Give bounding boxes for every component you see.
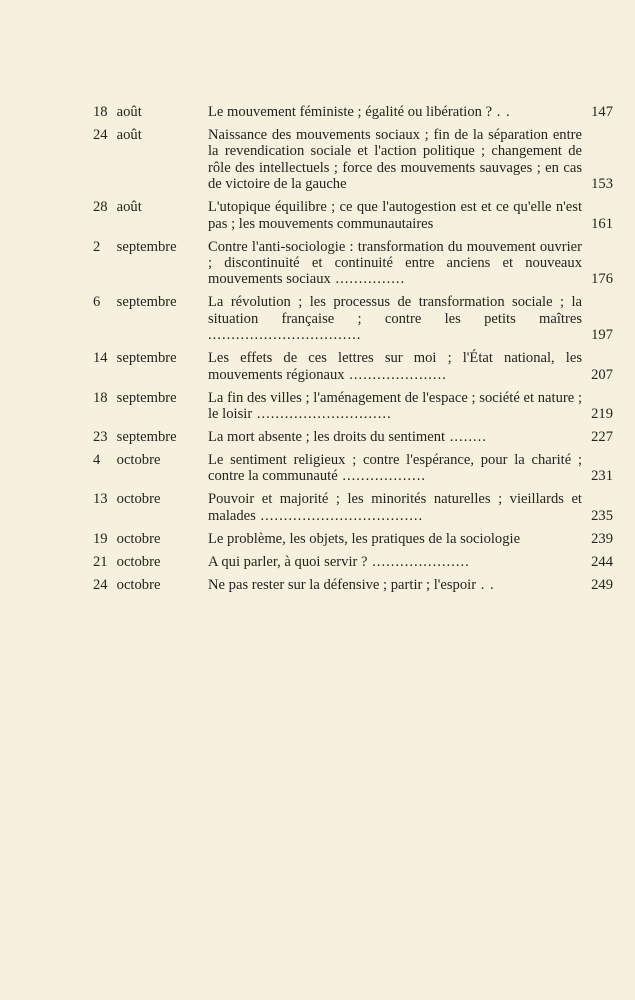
entry-date xyxy=(93,429,208,445)
toc-entry xyxy=(93,531,613,547)
toc-entry xyxy=(93,127,613,193)
toc-entry xyxy=(93,429,613,445)
dot-leader: . . xyxy=(476,576,495,593)
entry-page-number: 239 xyxy=(591,530,613,547)
entry-month: septembre xyxy=(116,350,177,367)
entry-day: 4 xyxy=(93,452,101,469)
toc-entry xyxy=(93,104,613,120)
toc-entry xyxy=(93,491,613,524)
entry-title xyxy=(208,390,582,423)
entry-day: 23 xyxy=(93,429,108,446)
entry-title xyxy=(208,127,582,193)
toc-entry xyxy=(93,239,613,288)
entry-title-text: Le sentiment religieux ; contre l'espérance, pour la charité ; contre la communauté xyxy=(208,452,582,485)
entry-title-text: A qui parler, à quoi servir ? xyxy=(208,553,368,570)
entry-page-number: 207 xyxy=(591,366,613,383)
entry-month: octobre xyxy=(116,491,161,508)
entry-page-number: 197 xyxy=(591,327,613,344)
entry-page-number: 231 xyxy=(591,468,613,485)
toc-entry xyxy=(93,294,613,343)
entry-title xyxy=(208,554,582,570)
entry-month: octobre xyxy=(116,530,161,547)
entry-title-text: La mort absente ; les droits du sentiment xyxy=(208,429,446,446)
entry-title xyxy=(208,491,582,524)
entry-title-text: Les effets de ces lettres sur moi ; l'État national, les mouvements régionaux xyxy=(208,350,582,383)
table-of-contents xyxy=(93,104,613,600)
dot-leader: ................................. xyxy=(208,327,362,344)
dot-leader: ..................... xyxy=(367,553,470,570)
entry-month: septembre xyxy=(116,238,177,255)
entry-title xyxy=(208,239,582,288)
entry-date xyxy=(93,199,208,215)
entry-date xyxy=(93,390,208,406)
entry-month: octobre xyxy=(116,452,161,469)
entry-title xyxy=(208,531,582,547)
entry-title-text: L'utopique équilibre ; ce que l'autogestion est et ce qu'elle n'est pas ; les mouvements communautaires xyxy=(208,199,582,232)
entry-date xyxy=(93,491,208,507)
entry-day: 14 xyxy=(93,350,108,367)
entry-month: septembre xyxy=(116,389,177,406)
dot-leader: . . xyxy=(492,104,511,120)
entry-day: 18 xyxy=(93,389,108,406)
entry-month: août xyxy=(116,127,142,143)
toc-entry xyxy=(93,577,613,593)
entry-month: août xyxy=(116,104,142,120)
entry-month: août xyxy=(116,199,142,216)
entry-day: 13 xyxy=(93,491,108,508)
entry-date xyxy=(93,294,208,310)
entry-page-number: 244 xyxy=(591,553,613,570)
entry-day: 24 xyxy=(93,127,108,143)
entry-title-text: Ne pas rester sur la défensive ; partir ; l'espoir xyxy=(208,576,477,593)
entry-title xyxy=(208,452,582,485)
entry-date xyxy=(93,554,208,570)
entry-month: octobre xyxy=(116,576,161,593)
entry-page-number: 161 xyxy=(591,215,613,232)
entry-date xyxy=(93,350,208,366)
dot-leader: .................. xyxy=(337,468,426,485)
entry-day: 18 xyxy=(93,104,108,120)
dot-leader: ................................... xyxy=(255,507,424,524)
entry-month: septembre xyxy=(116,294,177,311)
entry-day: 6 xyxy=(93,294,101,311)
entry-title-text: La révolution ; les processus de transformation sociale ; la situation française ; contre les petits maîtres xyxy=(208,294,582,327)
entry-title-text: Naissance des mouvements sociaux ; fin de la séparation entre la revendication sociale et l'action politique ; changement de rôle des intellectuels ; force des mouvements sauvages ; en cas de victoire de la gauche xyxy=(208,127,582,193)
toc-entry xyxy=(93,350,613,383)
toc-entry xyxy=(93,554,613,570)
entry-page-number: 235 xyxy=(591,507,613,524)
toc-entry xyxy=(93,390,613,423)
entry-day: 21 xyxy=(93,553,108,570)
entry-date xyxy=(93,104,208,120)
entry-title xyxy=(208,199,582,232)
entry-title xyxy=(208,294,582,343)
entry-month: septembre xyxy=(116,429,177,446)
entry-month: octobre xyxy=(116,553,161,570)
entry-title-text: La fin des villes ; l'aménagement de l'espace ; société et nature ; le loisir xyxy=(208,389,582,423)
toc-entry xyxy=(93,199,613,232)
entry-page-number: 153 xyxy=(591,176,613,193)
entry-page-number: 219 xyxy=(591,406,613,423)
entry-day: 19 xyxy=(93,530,108,547)
entry-day: 24 xyxy=(93,576,108,593)
entry-date xyxy=(93,531,208,547)
entry-date xyxy=(93,239,208,255)
entry-date xyxy=(93,127,208,143)
entry-page-number: 227 xyxy=(591,429,613,446)
entry-title xyxy=(208,350,582,383)
entry-day: 2 xyxy=(93,238,101,255)
dot-leader: ..................... xyxy=(344,366,447,383)
entry-title-text: Contre l'anti-sociologie : transformation du mouvement ouvrier ; discontinuité et continuité entre anciens et nouveaux mouvements sociaux xyxy=(208,238,582,288)
entry-page-number: 176 xyxy=(591,271,613,288)
entry-title xyxy=(208,104,582,120)
entry-page-number: 147 xyxy=(591,104,613,120)
entry-date xyxy=(93,452,208,468)
entry-title xyxy=(208,429,582,445)
entry-title-text: Le mouvement féministe ; égalité ou libération ? xyxy=(208,104,493,120)
entry-title xyxy=(208,577,582,593)
entry-date xyxy=(93,577,208,593)
entry-title-text: Pouvoir et majorité ; les minorités naturelles ; vieillards et malades xyxy=(208,491,582,524)
dot-leader: ........ xyxy=(445,429,487,446)
entry-page-number: 249 xyxy=(591,576,613,593)
dot-leader: ............... xyxy=(330,271,406,288)
dot-leader: ............................. xyxy=(252,406,392,423)
toc-entry xyxy=(93,452,613,485)
entry-title-text: Le problème, les objets, les pratiques de la sociologie xyxy=(208,530,521,547)
entry-day: 28 xyxy=(93,199,108,216)
